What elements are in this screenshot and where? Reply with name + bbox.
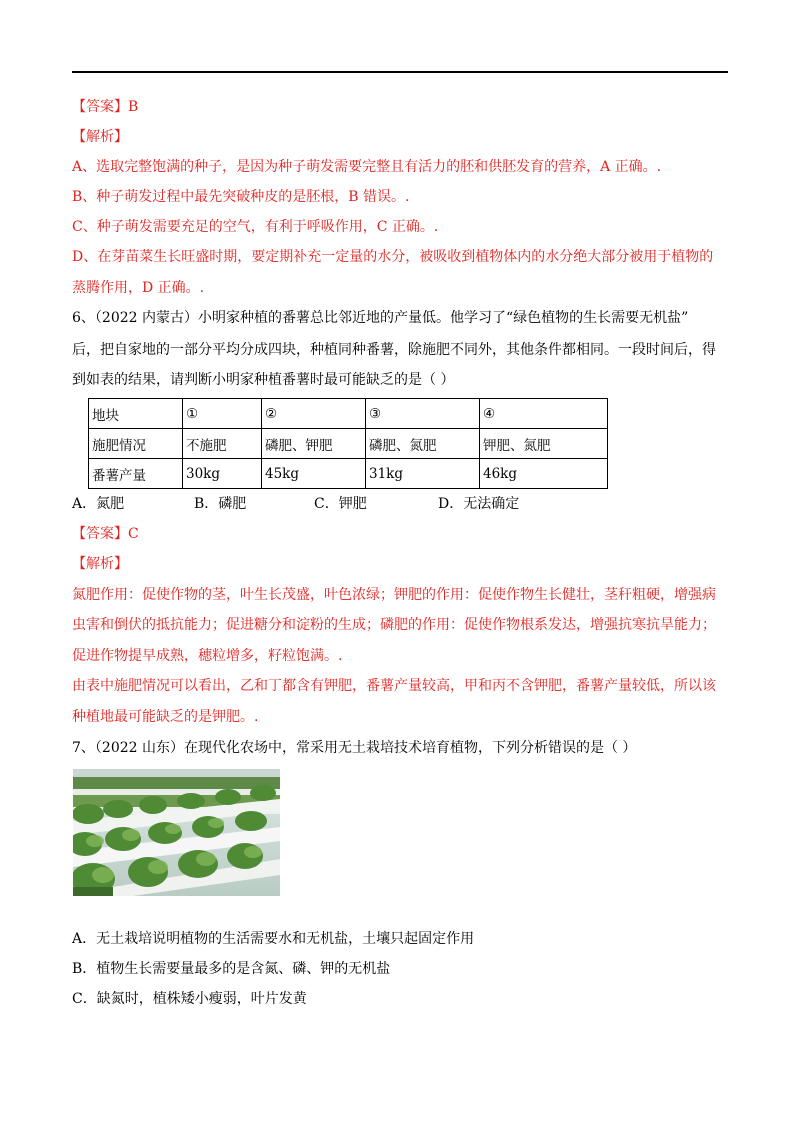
q6-analysis-line-2: 虫害和倒伏的抵抗能力；促进糖分和淀粉的生成；磷肥的作用：促使作物根系发达，增强抗寒抗旱能力； <box>72 617 716 633</box>
table-cell: 不施肥 <box>183 429 262 459</box>
q6-option-a: A．氮肥 <box>72 496 125 512</box>
q5-analysis-line-1: A、选取完整饱满的种子，是因为种子萌发需要完整且有活力的胚和供胚发育的营养，A 正确。. <box>72 159 662 175</box>
table-cell: 番薯产量 <box>89 459 183 489</box>
q6-stem-line-2: 后，把自家地的一部分平均分成四块，种植同种番薯，除施肥不同外，其他条件都相同。一段时间后，得 <box>72 342 716 358</box>
q6-analysis-line-3: 促进作物提早成熟，穗粒增多，籽粒饱满。. <box>72 648 343 664</box>
table-cell: 磷肥、氮肥 <box>366 429 480 459</box>
q6-stem-line-1: 6、（2022 内蒙古）小明家种植的番薯总比邻近地的产量低。他学习了“绿色植物的生长需要无机盐” <box>72 310 689 326</box>
table-cell: 46kg <box>480 459 608 489</box>
table-row <box>89 429 608 459</box>
q7-option-a: A．无土栽培说明植物的生活需要水和无机盐，土壤只起固定作用 <box>72 931 475 947</box>
q7-option-c: C．缺氮时，植株矮小瘦弱，叶片发黄 <box>72 991 307 1007</box>
table-row <box>89 459 608 489</box>
q6-analysis-label: 【解析】 <box>72 556 128 572</box>
q6-analysis-line-1: 氮肥作用：促使作物的茎，叶生长茂盛，叶色浓绿；钾肥的作用：促使作物生长健壮，茎秆粗硬，增强病 <box>72 587 716 603</box>
q5-analysis-label: 【解析】 <box>72 129 128 145</box>
q5-analysis-line-4: D、在芽苗菜生长旺盛时期，要定期补充一定量的水分，被吸收到植物体内的水分绝大部分被用于植物的 <box>72 249 714 265</box>
q5-answer: 【答案】B <box>72 99 139 115</box>
q6-option-c: C．钾肥 <box>314 496 367 512</box>
table-cell: ④ <box>480 399 608 429</box>
q6-analysis-line-5: 种植地最可能缺乏的是钾肥。. <box>72 709 259 725</box>
q7-stem: 7、（2022 山东）在现代化农场中，常采用无土栽培技术培育植物，下列分析错误的是（ ） <box>72 740 637 756</box>
table-row <box>89 399 608 429</box>
q6-data-table <box>88 398 608 489</box>
table-cell: 30kg <box>183 459 262 489</box>
table-cell: 45kg <box>262 459 366 489</box>
q5-analysis-line-2: B、种子萌发过程中最先突破种皮的是胚根，B 错误。. <box>72 189 410 205</box>
table-cell: ③ <box>366 399 480 429</box>
q7-option-b: B．植物生长需要量最多的是含氮、磷、钾的无机盐 <box>72 961 391 977</box>
q6-stem-line-3: 到如表的结果，请判断小明家种植番薯时最可能缺乏的是（ ） <box>72 372 455 388</box>
table-cell: ① <box>183 399 262 429</box>
q6-options <box>72 494 519 514</box>
q5-analysis-line-3: C、种子萌发需要充足的空气，有利于呼吸作用，C 正确。. <box>72 219 439 235</box>
table-cell: 地块 <box>89 399 183 429</box>
header-rule <box>72 71 728 73</box>
q6-option-b: B．磷肥 <box>194 496 247 512</box>
hydroponic-farm-photo <box>73 769 280 896</box>
q6-answer: 【答案】C <box>72 526 139 542</box>
q5-analysis-line-5: 蒸腾作用，D 正确。. <box>72 280 205 296</box>
table-cell: 磷肥、钾肥 <box>262 429 366 459</box>
table-cell: 31kg <box>366 459 480 489</box>
q6-option-d: D．无法确定 <box>438 496 520 512</box>
table-cell: ② <box>262 399 366 429</box>
table-cell: 钾肥、氮肥 <box>480 429 608 459</box>
q6-analysis-line-4: 由表中施肥情况可以看出，乙和丁都含有钾肥，番薯产量较高，甲和丙不含钾肥，番薯产量较低，所以该 <box>72 678 716 694</box>
table-cell: 施肥情况 <box>89 429 183 459</box>
